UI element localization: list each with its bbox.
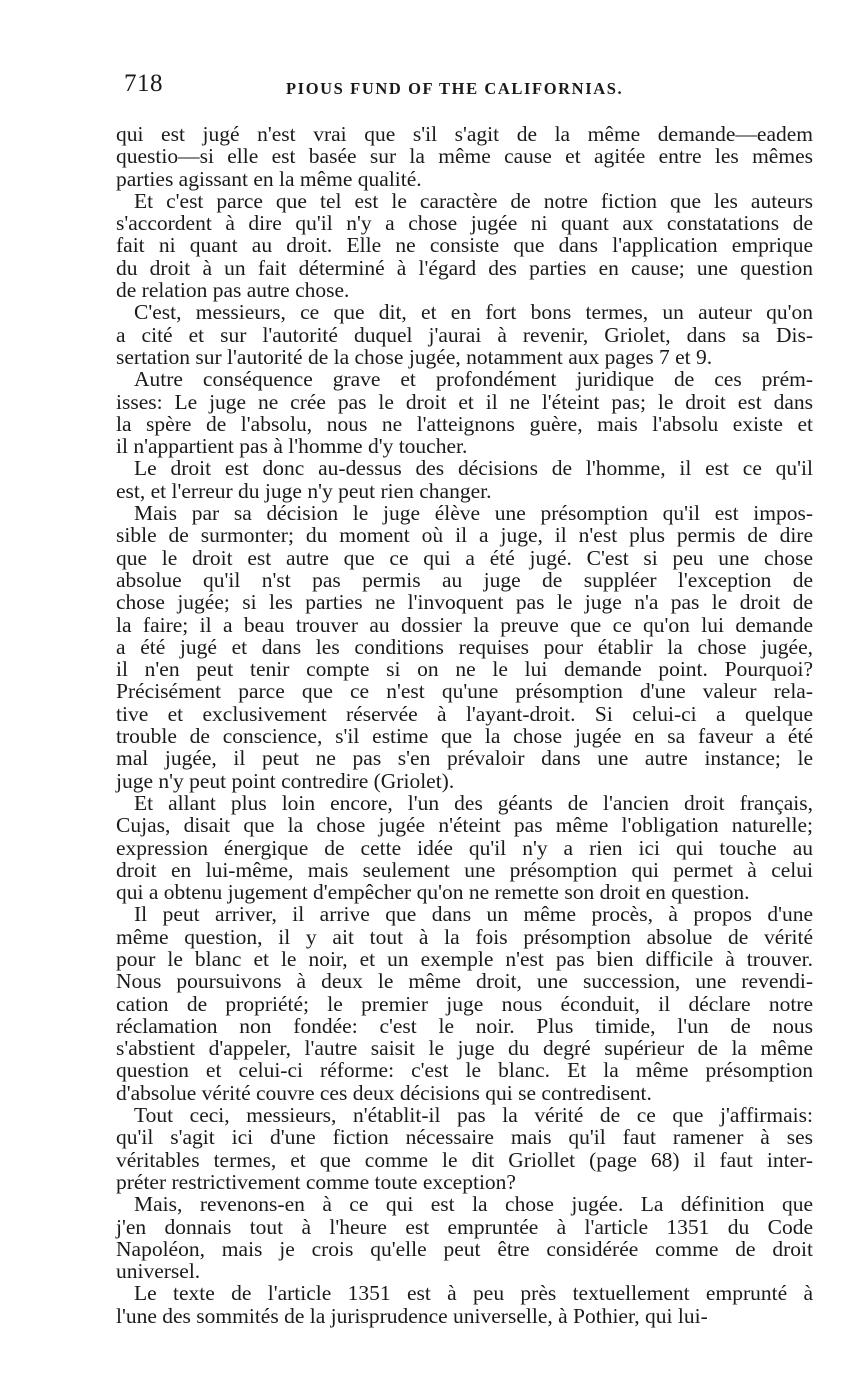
text-line: tive et exclusivement réservée à l'ayant-droit. Si celui-ci a quelque bbox=[116, 701, 813, 726]
text-line: fait ni quant au droit. Elle ne consiste que dans l'application emprique bbox=[116, 233, 813, 258]
paragraph bbox=[116, 1104, 813, 1193]
text-line: Le texte de l'article 1351 est à peu près textuellement emprunté à bbox=[134, 1281, 813, 1306]
text-line: d'absolue vérité couvre ces deux décisions qui se contredisent. bbox=[116, 1080, 652, 1105]
text-line: s'accordent à dire qu'il n'y a chose jugée ni quant aux constatations de bbox=[116, 211, 813, 236]
text-line: j'en donnais tout à l'heure est empruntée à l'article 1351 du Code bbox=[116, 1214, 813, 1239]
text-line: Précisément parce que ce n'est qu'une présomption d'une valeur rela- bbox=[116, 679, 813, 704]
text-line: isses: Le juge ne crée pas le droit et il ne l'éteint pas; le droit est dans bbox=[116, 389, 813, 414]
text-line: est, et l'erreur du juge n'y peut rien changer. bbox=[116, 478, 492, 503]
text-line: Le droit est donc au-dessus des décisions de l'homme, il est ce qu'il bbox=[134, 456, 813, 481]
text-line: Napoléon, mais je crois qu'elle peut être considérée comme de droit bbox=[116, 1236, 813, 1261]
text-line: la spère de l'absolu, nous ne l'atteignons guère, mais l'absolu existe et bbox=[116, 411, 813, 436]
text-line: sertation sur l'autorité de la chose jugée, notamment aux pages 7 et 9. bbox=[116, 344, 713, 369]
text-line: qu'il s'agit ici d'une fiction nécessaire mais qu'il faut ramener à ses bbox=[116, 1125, 813, 1150]
running-head: PIOUS FUND OF THE CALIFORNIAS. bbox=[286, 79, 624, 98]
text-line: que le droit est autre que ce qui a été jugé. C'est si peu une chose bbox=[116, 545, 813, 570]
text-line: questio—si elle est basée sur la même cause et agitée entre les mêmes bbox=[116, 144, 813, 169]
text-line: a cité et sur l'autorité duquel j'aurai à revenir, Griolet, dans sa Dis- bbox=[116, 322, 813, 347]
text-line: la faire; il a beau trouver au dossier la preuve que ce qu'on lui demande bbox=[116, 612, 813, 637]
text-line: universel. bbox=[116, 1259, 201, 1284]
text-line: droit en lui-même, mais seulement une présomption qui permet à celui bbox=[116, 857, 813, 882]
text-line: juge n'y peut point contredire (Griolet). bbox=[116, 768, 455, 793]
paragraph bbox=[116, 792, 813, 903]
text-line: du droit à un fait déterminé à l'égard des parties en cause; une question bbox=[116, 255, 813, 280]
paragraph bbox=[116, 301, 813, 368]
text-line: pour le blanc et le noir, et un exemple n'est pas bien difficile à trouver. bbox=[116, 946, 813, 971]
text-line: il n'appartient pas à l'homme d'y toucher. bbox=[116, 434, 468, 459]
text-line: Tout ceci, messieurs, n'établit-il pas la vérité de ce que j'affirmais: bbox=[134, 1103, 813, 1128]
text-line: Il peut arriver, il arrive que dans un même procès, à propos d'une bbox=[134, 902, 813, 927]
text-line: Et c'est parce que tel est le caractère de notre fiction que les auteurs bbox=[134, 188, 813, 213]
paragraph bbox=[116, 457, 813, 502]
text-line: cation de propriété; le premier juge nous éconduit, il déclare notre bbox=[116, 991, 813, 1016]
text-line: question et celui-ci réforme: c'est le blanc. Et la même présomption bbox=[116, 1058, 813, 1083]
text-line: Et allant plus loin encore, l'un des géants de l'ancien droit français, bbox=[134, 790, 813, 815]
text-line: parties agissant en la même qualité. bbox=[116, 166, 422, 191]
paragraph bbox=[116, 190, 813, 301]
text-line: expression énergique de cette idée qu'il n'y a rien ici qui touche au bbox=[116, 835, 813, 860]
text-line: qui a obtenu jugement d'empêcher qu'on ne remette son droit en question. bbox=[116, 880, 750, 905]
paragraph bbox=[116, 502, 813, 792]
text-line: sible de surmonter; du moment où il a juge, il n'est plus permis de dire bbox=[116, 523, 813, 548]
text-line: il n'en peut tenir compte si on ne le lui demande point. Pourquoi? bbox=[116, 657, 813, 682]
text-line: s'abstient d'appeler, l'autre saisit le juge du degré supérieur de la même bbox=[116, 1036, 813, 1061]
text-line: a été jugé et dans les conditions requises pour établir la chose jugée, bbox=[116, 634, 813, 659]
text-line: Autre conséquence grave et profondément juridique de ces prém- bbox=[134, 367, 813, 392]
text-line: véritables termes, et que comme le dit Griollet (page 68) il faut inter- bbox=[116, 1147, 813, 1172]
body-text bbox=[116, 123, 813, 1327]
text-line: de relation pas autre chose. bbox=[116, 278, 350, 303]
paragraph bbox=[116, 368, 813, 457]
text-line: préter restrictivement comme toute exception? bbox=[116, 1169, 516, 1194]
text-line: C'est, messieurs, ce que dit, et en fort bons termes, un auteur qu'on bbox=[134, 300, 813, 325]
text-line: réclamation non fondée: c'est le noir. Plus timide, l'un de nous bbox=[116, 1013, 813, 1038]
text-line: l'une des sommités de la jurisprudence universelle, à Pothier, qui lui- bbox=[116, 1303, 708, 1328]
text-line: Nous poursuivons à deux le même droit, une succession, une revendi- bbox=[116, 969, 813, 994]
paragraph bbox=[116, 1193, 813, 1282]
text-line: absolue qu'il n'st pas permis au juge de suppléer l'exception de bbox=[116, 567, 813, 592]
text-line: chose jugée; si les parties ne l'invoquent pas le juge n'a pas le droit de bbox=[116, 590, 813, 615]
text-line: Mais, revenons-en à ce qui est la chose jugée. La définition que bbox=[134, 1192, 813, 1217]
text-line: trouble de conscience, s'il estime que la chose jugée en sa faveur a été bbox=[116, 724, 813, 749]
text-line: qui est jugé n'est vrai que s'il s'agit de la même demande—eadem bbox=[116, 122, 813, 146]
page-header bbox=[124, 70, 814, 106]
text-line: Mais par sa décision le juge élève une présomption qu'il est impos- bbox=[134, 501, 813, 526]
paragraph bbox=[116, 123, 813, 190]
page-number: 718 bbox=[124, 70, 163, 97]
text-line: mal jugée, il peut ne pas s'en prévaloir dans une autre instance; le bbox=[116, 746, 813, 771]
paragraph bbox=[116, 903, 813, 1104]
text-line: Cujas, disait que la chose jugée n'éteint pas même l'obligation naturelle; bbox=[116, 813, 813, 838]
paragraph bbox=[116, 1282, 813, 1327]
text-line: même question, il y ait tout à la fois présomption absolue de vérité bbox=[116, 924, 813, 949]
